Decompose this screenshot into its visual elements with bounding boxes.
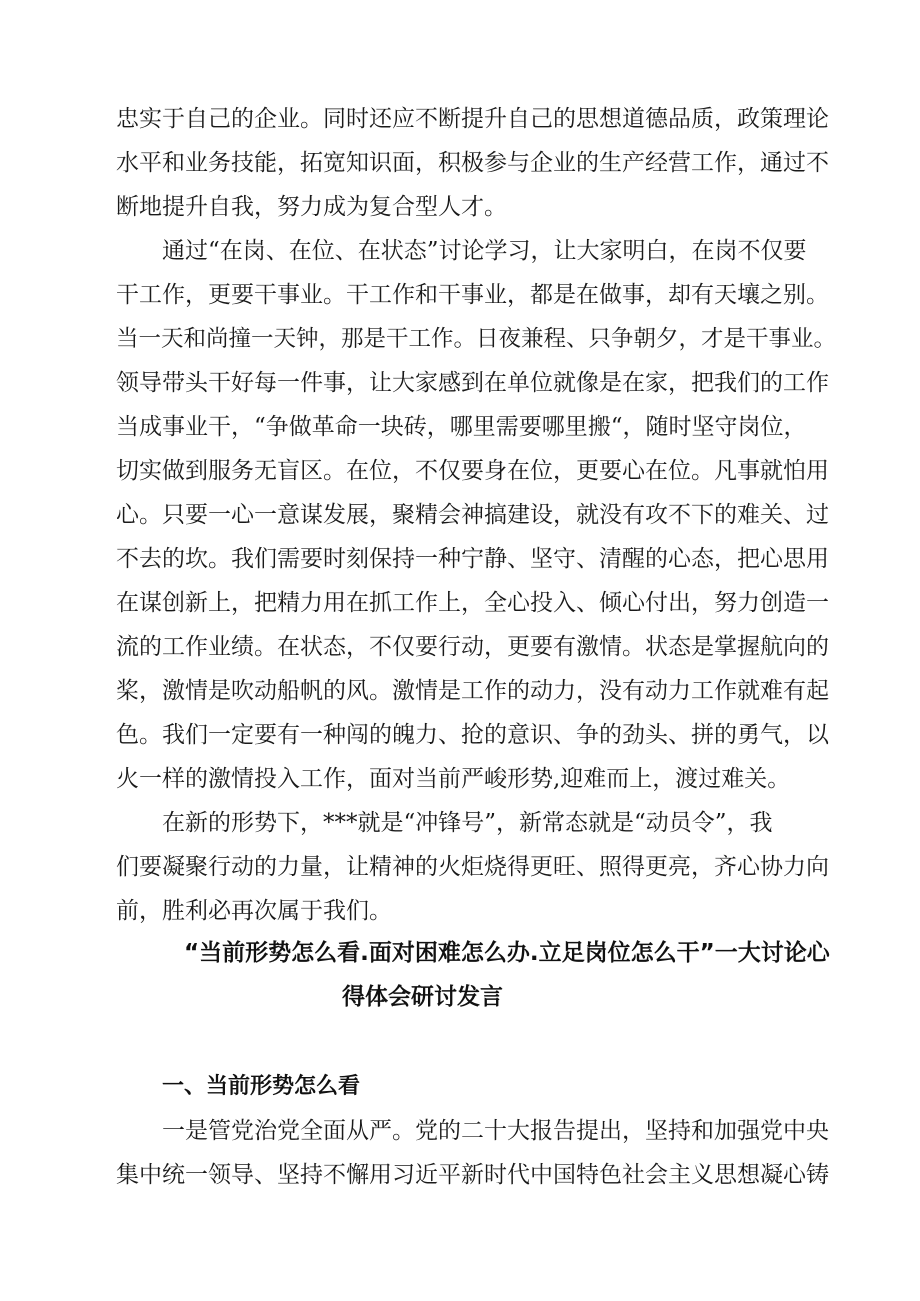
paragraph-1-line-3: 断地提升自我，努力成为复合型人才。	[116, 194, 507, 220]
section-1-heading: 一、当前形势怎么看	[162, 1074, 361, 1099]
paragraph-2-line-9: 在谋创新上，把精力用在抓工作上，全心投入、倾心付出，努力创造一	[116, 590, 829, 616]
paragraph-2-line-4: 领导带头干好每一件事，让大家感到在单位就像是在家，把我们的工作	[116, 370, 829, 396]
paragraph-1-line-2: 水平和业务技能，拓宽知识面，积极参与企业的生产经营工作，通过不	[116, 150, 829, 176]
paragraph-3-line-1: 在新的形势下，***就是“冲锋号”，新常态就是“动员令”，我	[162, 810, 773, 836]
paragraph-2-line-2: 干工作，更要干事业。干工作和干事业，都是在做事，却有天壤之别。	[116, 282, 829, 308]
paragraph-2-line-5: 当成事业干，“争做革命一块砖，哪里需要哪里搬“，随时坚守岗位，	[116, 414, 807, 440]
paragraph-2-line-8: 不去的坎。我们需要时刻保持一种宁静、坚守、清醒的心态，把心思用	[116, 546, 829, 572]
paragraph-2-line-11: 桨，激情是吹动船帆的风。激情是工作的动力，没有动力工作就难有起	[116, 678, 829, 704]
paragraph-2-line-10: 流的工作业绩。在状态，不仅要行动，更要有激情。状态是掌握航向的	[116, 634, 829, 660]
section-1-line-2: 集中统一领导、坚持不懈用习近平新时代中国特色社会主义思想凝心铸	[116, 1162, 829, 1188]
paragraph-3-line-2: 们要凝聚行动的力量，让精神的火炬烧得更旺、照得更亮，齐心协力向	[116, 854, 829, 880]
article-title-line-1: “当前形势怎么看.面对困难怎么办.立足岗位怎么干”一大讨论心	[184, 940, 830, 966]
paragraph-2-line-6: 切实做到服务无盲区。在位，不仅要身在位，更要心在位。凡事就怕用	[116, 458, 829, 484]
article-title-line-2: 得体会研讨发言	[342, 984, 503, 1010]
paragraph-2-line-7: 心。只要一心一意谋发展，聚精会神搞建设，就没有攻不下的难关、过	[116, 502, 829, 528]
paragraph-2-line-1: 通过“在岗、在位、在状态”讨论学习，让大家明白，在岗不仅要	[162, 238, 807, 264]
paragraph-3-line-3: 前，胜利必再次属于我们。	[116, 898, 392, 924]
section-1-line-1: 一是管党治党全面从严。党的二十大报告提出，坚持和加强党中央	[162, 1118, 829, 1144]
paragraph-2-line-3: 当一天和尚撞一天钟，那是干工作。日夜兼程、只争朝夕，才是干事业。	[116, 326, 837, 352]
paragraph-2-line-13: 火一样的激情投入工作，面对当前严峻形势,迎难而上，渡过难关。	[116, 766, 791, 792]
paragraph-1-line-1: 忠实于自己的企业。同时还应不断提升自己的思想道德品质，政策理论	[116, 106, 829, 132]
paragraph-2-line-12: 色。我们一定要有一种闯的魄力、抢的意识、争的劲头、拼的勇气，以	[116, 722, 829, 748]
